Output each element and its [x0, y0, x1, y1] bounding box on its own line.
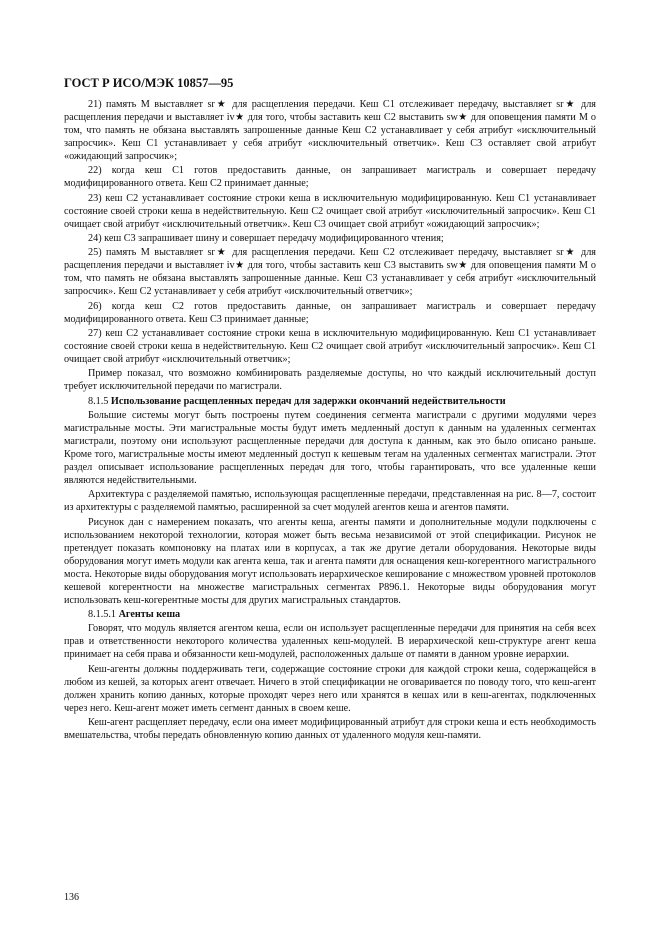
paragraph-step-25: 25) память М выставляет sr★ для расщепления передачи. Кеш С2 отслеживает передачу, выставляет sr★ для расщепления передачи и выставляет iv★ для того, чтобы заставить кеш С3 выставить sw★ для оповещения памяти М о том, что память не обязана выставлять запрошенные данные. Кеш С3 устанавливает у себя атрибут «исключительный запросчик». Кеш С2 устанавливает у себя атрибут «исключительный ответчик»;	[64, 247, 596, 298]
paragraph-step-24: 24) кеш С3 запрашивает шину и совершает передачу модифицированного чтения;	[88, 233, 444, 245]
paragraph-cache-agent-tags: Кеш-агенты должны поддерживать теги, содержащие состояние строки для каждой строки кеша, содержащейся в любом из кешей, за которых агент отвечает. Ничего в этой спецификации не оговаривается по поводу того, что кеш-агент должен хранить копию данных, которые проходят через него или хранятся в кешах или в кеш-агентах, подключенных через него. Кеш-агент может иметь сегмент данных в своем кеше.	[64, 663, 596, 714]
paragraph-bridges: Большие системы могут быть построены путем соединения сегмента магистрали с другими модулями через магистральные мосты. Эти магистральные мосты будут иметь медленный доступ к данным на удаленных сегментах магистрали, поэтому они используют расщепленные передачи для доступа к данным, как это было описано раньше. Кроме того, магистральные мосты имеют медленный доступ к кешевым тегам на удаленных сегментах магистрали. Этот раздел описывает использование расщепленных передач для того, чтобы гарантировать, что все удаленные кеши являются недействительными.	[64, 409, 596, 486]
section-heading-8-1-5-1	[64, 608, 596, 621]
paragraph-cache-agent-split: Кеш-агент расщепляет передачу, если она имеет модифицированный атрибут для строки кеша и есть необходимость вмешательства, чтобы передать обновленную копию данных от удаленного модуля кеш-памяти.	[64, 716, 596, 742]
paragraph-step-22: 22) когда кеш С1 готов предоставить данные, он запрашивает магистраль и совершает передачу модифицированного ответа. Кеш С2 принимает данные;	[64, 165, 596, 190]
subsection-number: 8.1.5.1	[88, 609, 117, 621]
paragraph-step-27: 27) кеш С2 устанавливает состояние строки кеша в исключительную модифицированную. Кеш С1 устанавливает состояние своей строки кеша в недействительную. Кеш С2 очищает свой атрибут «исключительный запросчик». Кеш С1 очищает свой атрибут «исключительный ответчик»;	[64, 327, 596, 366]
paragraph-example-summary: Пример показал, что возможно комбинировать разделяемые доступы, но что каждый исключительный доступ требует исключительной передачи по магистрали.	[64, 368, 596, 393]
section-number: 8.1.5	[88, 395, 109, 407]
paragraph-step-23: 23) кеш С2 устанавливает состояние строки кеша в исключительную модифицированную. Кеш С1 устанавливает состояние своей строки кеша в недействительную. Кеш С2 очищает свой атрибут «исключительный запросчик». Кеш С1 очищает свой атрибут «исключительный ответчик». Кеш С3 очищает свой атрибут «ожидающий запросчик»;	[64, 192, 596, 230]
section-heading-8-1-5	[64, 395, 596, 408]
paragraph-step-21: 21) память М выставляет sr★ для расщепления передачи. Кеш С1 отслеживает передачу, выставляет sr★ для расщепления передачи и выставляет iv★ для того, чтобы заставить кеш С2 выставить sw★ для оповещения памяти М о том, что память не обязана выставлять запрошенные данные Кеш С2 устанавливает у себя атрибут «исключительный запросчик». Кеш С1 устанавливает у себя атрибут «исключительный ответчик». Кеш С3 оставляет свой атрибут «ожидающий запросчик»;	[64, 99, 596, 163]
page-number: 136	[64, 892, 79, 903]
paragraph-figure-description: Рисунок дан с намерением показать, что агенты кеша, агенты памяти и дополнительные модули подключены с использованием некоторой технологии, которая может быть весьма независимой от этой спецификации. Рисунок не претендует показать компоновку на платах или в корпусах, а так же другие детали оборудования. Некоторые виды оборудования могут иметь модули как агента кеша, так и агента памяти для оснащения кеш-когерентного магистрального моста. Некоторые виды оборудования могут использовать иерархическое кеширование с множеством уровней протоколов кешевой когерентности на множестве магистральных сегментах Р896.1. Некоторые виды оборудования могут использовать кеш-когерентные мосты для других магистральных стандартов.	[64, 516, 596, 606]
paragraph-cache-agent-definition: Говорят, что модуль является агентом кеша, если он использует расщепленные передачи для принятия на себя всех прав и ответственности некоторого количества удаленных кеш-модулей. В иерархической кеш-структуре агент кеша принимает на себя права и обязанности кеш-модулей, расположенных дальше от памяти в данном уровне иерархии.	[64, 623, 596, 661]
paragraph-architecture: Архитектура с разделяемой памятью, использующая расщепленные передачи, представленная на рис. 8—7, состоит из архитектуры с разделяемой памятью, расширенной за счет модулей агентов кеша и агентов памяти.	[64, 489, 596, 514]
subsection-title: Агенты кеша	[118, 609, 181, 621]
document-body	[64, 98, 596, 743]
document-header: ГОСТ Р ИСО/МЭК 10857—95	[64, 76, 234, 90]
section-title: Использование расщепленных передач для задержки окончаний недействительности	[110, 395, 506, 407]
paragraph-step-26: 26) когда кеш С2 готов предоставить данные, он запрашивает магистраль и совершает передачу модифицированного ответа. Кеш С3 принимает данные;	[64, 300, 596, 325]
